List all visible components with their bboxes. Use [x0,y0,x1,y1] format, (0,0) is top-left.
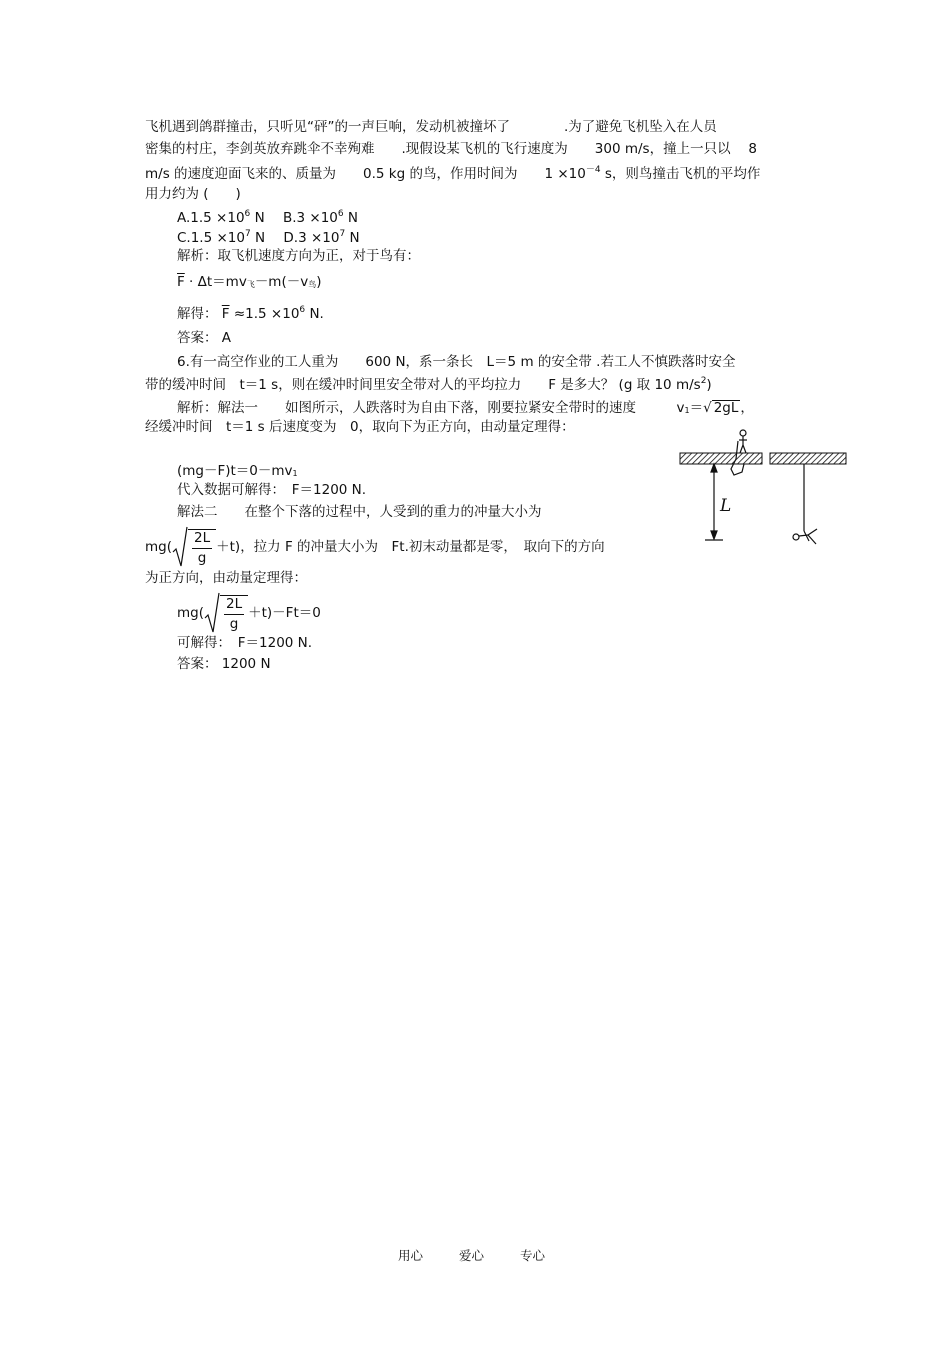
q6-method2-line-2: mg( $\frac{2L}{g}$ ＋t)，拉力 F 的冲量大小为 Ft.初末动量都是零， 取向下的方向 [145,526,605,568]
q6-method1-equation: $(mg-F)t=0-mv_1$ [177,463,298,479]
q5-analysis: 解析：取飞机速度方向为正，对于鸟有： [177,248,420,264]
right-beam [770,453,846,464]
option-d: $D.3 \times 10^7$ N [283,229,360,246]
option-c: $C.1.5 \times 10^7$ N [177,229,266,246]
q5-options-row-2 [177,230,360,246]
option-b: $B.3 \times 10^6$ N [282,209,359,226]
sqrt-2L-over-g-2: $\frac{2L}{g}$ [204,592,248,634]
q5-stem-line-3: m/s 的速度迎面飞来的、质量为 0.5 kg 的鸟，作用时间为 $1 \times 10^{-4}$ s，则鸟撞击飞机的平均作 [145,165,761,182]
left-beam [680,453,762,464]
sqrt-2L-over-g: $\frac{2L}{g}$ [172,526,216,568]
q6-method1-result: 代入数据可解得： F＝1200 N. [177,482,367,498]
q5-stem-line-2: 密集的村庄，李剑英放弃跳伞不幸殉难 .现假设某飞机的飞行速度为 300 m/s，撞上一只以 8 [145,141,757,157]
page-footer [398,1250,577,1263]
q6-stem-line-2: 带的缓冲时间 t＝1 s，则在缓冲时间里安全带对人的平均拉力 F 是多大？ (g 取 10 $m/s^2$) [145,376,712,393]
q5-answer: 答案： A [177,330,232,346]
q5-options-row-1 [177,210,358,226]
q6-method2-result: 可解得： F＝1200 N. [177,635,313,651]
hanging-worker-icon [793,529,817,544]
length-label: L [720,496,732,516]
q6-method1-line-2: 经缓冲时间 t＝1 s 后速度变为 0，取向下为正方向，由动量定理得： [145,419,575,435]
q5-equation: $\overline{F} \cdot \Delta t=mv_飞-m(-v_鸟)$ [177,274,322,290]
q6-method1-line-1: 解析：解法一 如图所示，人跌落时为自由下落，刚要拉紧安全带时的速度 $v_1=√$ 2gL ， [177,400,754,416]
sqrt-2gL: √ 2gL [703,400,739,416]
q6-method2-line-1: 解法二 在整个下落的过程中，人受到的重力的冲量大小为 [177,504,542,520]
q6-method2-equation: mg( $\frac{2L}{g}$ ＋t)－Ft＝0 [177,592,321,634]
footer-item-2: 爱心 [459,1248,485,1263]
q6-answer: 答案： 1200 N [177,656,271,672]
q6-stem-line-1: 6.有一高空作业的工人重为 600 N，系一条长 L＝5 m 的安全带 .若工人不慎跌落时安全 [177,354,736,370]
footer-item-3: 专心 [520,1248,546,1263]
option-a: $A.1.5 \times 10^6$ N [177,209,265,226]
q5-stem-line-1: 飞机遇到鸽群撞击，只听见“砰”的一声巨响，发动机被撞坏了 .为了避免飞机坠入在人员 [145,119,717,135]
q6-method2-line-3: 为正方向，由动量定理得： [145,570,307,586]
footer-item-1: 用心 [398,1248,424,1263]
q5-stem-line-4: 用力约为 ( ) [145,186,241,202]
safety-belt-figure [676,423,856,552]
q5-result: 解得： $\overline{F} \approx 1.5 \times 10^6$ N. [177,305,324,322]
